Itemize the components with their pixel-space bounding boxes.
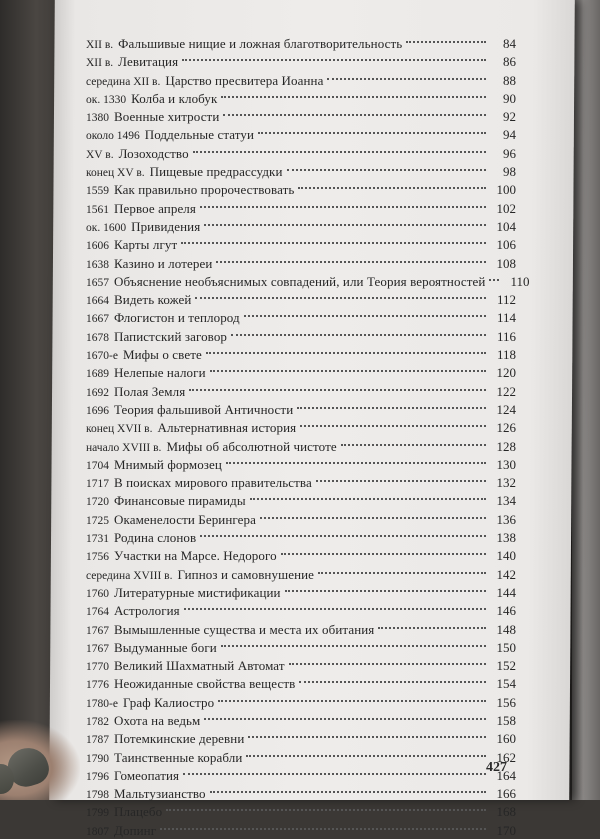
toc-entry-page: 110 [510, 273, 530, 289]
dot-leader [260, 504, 486, 519]
toc-entry-page: 158 [496, 712, 516, 728]
toc-entry-date: 1725 [86, 514, 109, 527]
toc-entry-page: 106 [496, 237, 516, 253]
toc-entry-title: Мальтузианство [114, 786, 206, 802]
toc-entry-page: 114 [496, 310, 516, 326]
toc-entry-page: 144 [496, 584, 516, 600]
toc-entry-title: Привидения [131, 218, 201, 234]
toc-entry-date: 1692 [86, 386, 109, 399]
dot-leader [318, 559, 486, 574]
toc-entry-title: Литературные мистификации [114, 584, 281, 600]
toc-entry-page: 166 [496, 786, 516, 802]
dot-leader [184, 595, 486, 610]
table-of-contents [86, 33, 530, 838]
toc-entry-title: Неожиданные свойства веществ [114, 676, 296, 692]
toc-entry-page: 142 [496, 566, 516, 582]
toc-entry-title: Родина слонов [114, 530, 197, 546]
dot-leader [316, 467, 486, 482]
toc-entry-page: 136 [496, 511, 516, 527]
dot-leader [226, 449, 486, 464]
toc-entry-date: 1770 [86, 661, 109, 674]
dot-leader [281, 540, 486, 555]
toc-entry-date: 1767 [86, 642, 109, 655]
toc-entry-date: 1796 [86, 770, 109, 783]
toc-entry-page: 148 [496, 621, 516, 637]
toc-entry-title: Гомеопатия [114, 767, 180, 783]
toc-entry-date: 1704 [86, 459, 109, 472]
toc-entry-title: Астрология [114, 603, 180, 619]
toc-entry-date: 1561 [86, 203, 109, 216]
toc-entry-title: Поддельные статуи [144, 127, 255, 143]
dot-leader [378, 614, 486, 629]
dot-leader [204, 211, 486, 226]
dot-leader [297, 394, 486, 409]
toc-entry-title: Мифы о свете [122, 347, 202, 363]
toc-entry-page: 152 [496, 658, 516, 674]
toc-entry-date: ок. 1330 [86, 93, 127, 106]
toc-entry-date: 1670-е [86, 350, 118, 363]
toc-entry-date: 1667 [86, 313, 109, 326]
dot-leader [223, 101, 486, 116]
dot-leader [341, 431, 486, 446]
toc-entry-date: середина XVIII в. [86, 569, 173, 582]
dot-leader [195, 284, 486, 299]
toc-entry-title: Окаменелости Берингера [114, 511, 257, 527]
toc-entry-date: XII в. [86, 39, 114, 51]
toc-entry-page: 132 [496, 475, 516, 491]
toc-entry-page: 168 [496, 804, 516, 820]
dot-leader [285, 577, 486, 592]
toc-entry-date: 1756 [86, 551, 109, 564]
toc-entry-page: 92 [503, 109, 516, 125]
dot-leader [221, 632, 486, 647]
toc-entry-date: 1696 [86, 404, 109, 417]
toc-entry-title: Нелепые налоги [114, 365, 206, 381]
toc-entry-date: около 1496 [86, 130, 140, 143]
toc-entry-title: Казино и лотереи [114, 255, 213, 271]
toc-entry [86, 820, 516, 838]
toc-entry-date: 1787 [86, 734, 109, 747]
toc-entry-title: Допинг [114, 822, 157, 838]
toc-entry-date: 1776 [86, 679, 109, 692]
toc-entry-date: 1807 [86, 825, 109, 838]
toc-entry-date: конец XV в. [86, 167, 145, 180]
toc-entry-page: 118 [496, 347, 516, 363]
toc-entry-page: 96 [503, 145, 516, 161]
page-number: 427 [486, 760, 507, 775]
toc-entry-page: 100 [496, 182, 516, 198]
toc-entry-title: Выдуманные боги [114, 639, 217, 655]
toc-entry-date: XV в. [86, 148, 114, 161]
toc-entry-page: 86 [503, 54, 516, 70]
toc-entry-date: 1717 [86, 478, 109, 491]
toc-entry-title: Гипноз и самовнушение [177, 566, 315, 582]
dot-leader [200, 522, 486, 537]
dot-leader [166, 796, 486, 811]
toc-entry-page: 154 [496, 676, 516, 692]
toc-entry-page: 102 [496, 200, 516, 216]
toc-entry-title: Мифы об абсолютной чистоте [166, 438, 337, 454]
dot-leader [206, 339, 486, 354]
toc-entry-date: 1638 [86, 258, 109, 271]
toc-entry-title: Великий Шахматный Автомат [114, 658, 285, 674]
dot-leader [218, 687, 486, 702]
dot-leader [258, 119, 486, 134]
toc-entry-date: 1559 [86, 185, 109, 198]
toc-entry-page: 116 [496, 328, 516, 344]
toc-entry-title: Мнимый формозец [114, 456, 222, 472]
toc-entry-title: Таинственные корабли [114, 749, 243, 765]
toc-entry-title: Участки на Марсе. Недорого [114, 548, 277, 564]
dot-leader [327, 65, 486, 80]
dot-leader [221, 83, 486, 98]
dot-leader [244, 302, 486, 317]
dot-leader [200, 193, 486, 208]
dot-leader [231, 321, 486, 336]
toc-entry-title: Левитация [118, 54, 179, 70]
toc-entry-title: Объяснение необъяснимых совпадений, или Теория вероятностей [114, 273, 486, 289]
toc-entry-page: 162 [496, 749, 516, 765]
toc-entry-page: 88 [503, 72, 516, 88]
toc-entry-page: 170 [496, 822, 516, 838]
toc-entry-date: 1780-е [86, 697, 118, 710]
toc-entry-page: 134 [496, 493, 516, 509]
dot-leader [189, 376, 486, 391]
toc-entry-title: Теория фальшивой Античности [114, 401, 294, 417]
dot-leader [300, 412, 486, 427]
dot-leader [181, 229, 486, 244]
dot-leader [216, 248, 486, 263]
toc-entry-date: 1767 [86, 624, 109, 637]
toc-entry-title: Потемкинские деревни [114, 731, 245, 747]
toc-entry-date: 1760 [86, 587, 109, 600]
toc-entry-title: Пищевые предрассудки [149, 164, 283, 180]
toc-entry-title: Царство пресвитера Иоанна [165, 72, 324, 88]
toc-entry-date: 1799 [86, 807, 109, 820]
toc-entry-page: 156 [496, 694, 516, 710]
toc-entry-title: Полая Земля [114, 383, 186, 399]
toc-entry-page: 128 [496, 438, 516, 454]
toc-entry-page: 150 [496, 639, 516, 655]
toc-entry-title: Военные хитрости [114, 109, 220, 125]
toc-entry-title: Альтернативная история [157, 420, 297, 436]
toc-entry-date: середина XII в. [86, 75, 161, 88]
dot-leader [250, 485, 486, 500]
toc-entry-date: 1380 [86, 112, 109, 125]
toc-entry-date: 1764 [86, 606, 109, 619]
toc-entry-title: Карты лгут [114, 237, 178, 253]
toc-entry-title: Фальшивые нищие и ложная благотворительность [118, 36, 403, 51]
toc-entry-date: 1798 [86, 789, 109, 802]
toc-entry-page: 108 [496, 255, 516, 271]
toc-entry-title: Лозоходство [118, 145, 189, 161]
toc-entry-date: 1606 [86, 240, 109, 253]
toc-entry-date: начало XVIII в. [86, 441, 162, 454]
dot-leader [204, 705, 486, 720]
dot-leader [489, 266, 499, 281]
toc-entry-date: 1678 [86, 331, 109, 344]
toc-entry-page: 104 [496, 218, 516, 234]
toc-entry-title: Финансовые пирамиды [114, 493, 246, 509]
dot-leader [246, 742, 486, 757]
toc-entry-title: Как правильно пророчествовать [114, 182, 295, 198]
toc-entry-page: 146 [496, 603, 516, 619]
toc-entry-page: 164 [496, 767, 516, 783]
toc-entry-date: 1689 [86, 368, 109, 381]
dot-leader [210, 357, 486, 372]
toc-entry-date: 1731 [86, 533, 109, 546]
dot-leader [289, 650, 486, 665]
book-edge [572, 0, 600, 800]
toc-entry-page: 94 [503, 127, 516, 143]
toc-entry-date: 1657 [86, 276, 109, 289]
dot-leader [287, 156, 486, 171]
toc-entry-page: 120 [496, 365, 516, 381]
toc-entry-title: Флогистон и теплород [114, 310, 240, 326]
toc-entry-date: 1782 [86, 715, 109, 728]
dot-leader [298, 174, 486, 189]
toc-entry [86, 253, 516, 271]
toc-entry-title: Колба и клобук [131, 90, 218, 106]
toc-entry-page: 112 [496, 292, 516, 308]
toc-entry-title: Плацебо [114, 804, 163, 820]
toc-entry-title: Первое апреля [114, 200, 196, 216]
toc-entry-page: 90 [503, 90, 516, 106]
toc-entry-page: 126 [496, 420, 516, 436]
toc-entry-title: Граф Калиостро [122, 694, 215, 710]
dot-leader [299, 668, 486, 683]
dot-leader [160, 815, 486, 830]
toc-entry-date: конец XVII в. [86, 423, 153, 436]
toc-entry-page: 84 [503, 36, 516, 51]
toc-entry-title: Видеть кожей [114, 292, 192, 308]
toc-entry-title: В поисках мирового правительства [114, 475, 312, 491]
toc-entry-title: Вымышленные существа и места их обитания [114, 621, 375, 637]
toc-entry-date: 1720 [86, 496, 109, 509]
dot-leader [210, 778, 486, 793]
toc-entry-page: 160 [496, 731, 516, 747]
toc-entry-page: 140 [496, 548, 516, 564]
toc-entry-page: 122 [496, 383, 516, 399]
toc-entry-date: 1790 [86, 752, 109, 765]
toc-entry-date: ок. 1600 [86, 221, 127, 234]
toc-entry-title: Папистский заговор [114, 328, 228, 344]
toc-entry-page: 98 [503, 164, 516, 180]
toc-entry-page: 124 [496, 401, 516, 417]
toc-entry-page: 138 [496, 530, 516, 546]
dot-leader [248, 723, 486, 738]
toc-entry-date: 1664 [86, 295, 109, 308]
toc-entry-title: Охота на ведьм [114, 712, 201, 728]
dot-leader [193, 138, 486, 153]
dot-leader [406, 28, 486, 43]
dot-leader [182, 46, 486, 61]
toc-entry-date: XII в. [86, 57, 114, 70]
dot-leader [183, 760, 486, 775]
toc-entry-page: 130 [496, 456, 516, 472]
